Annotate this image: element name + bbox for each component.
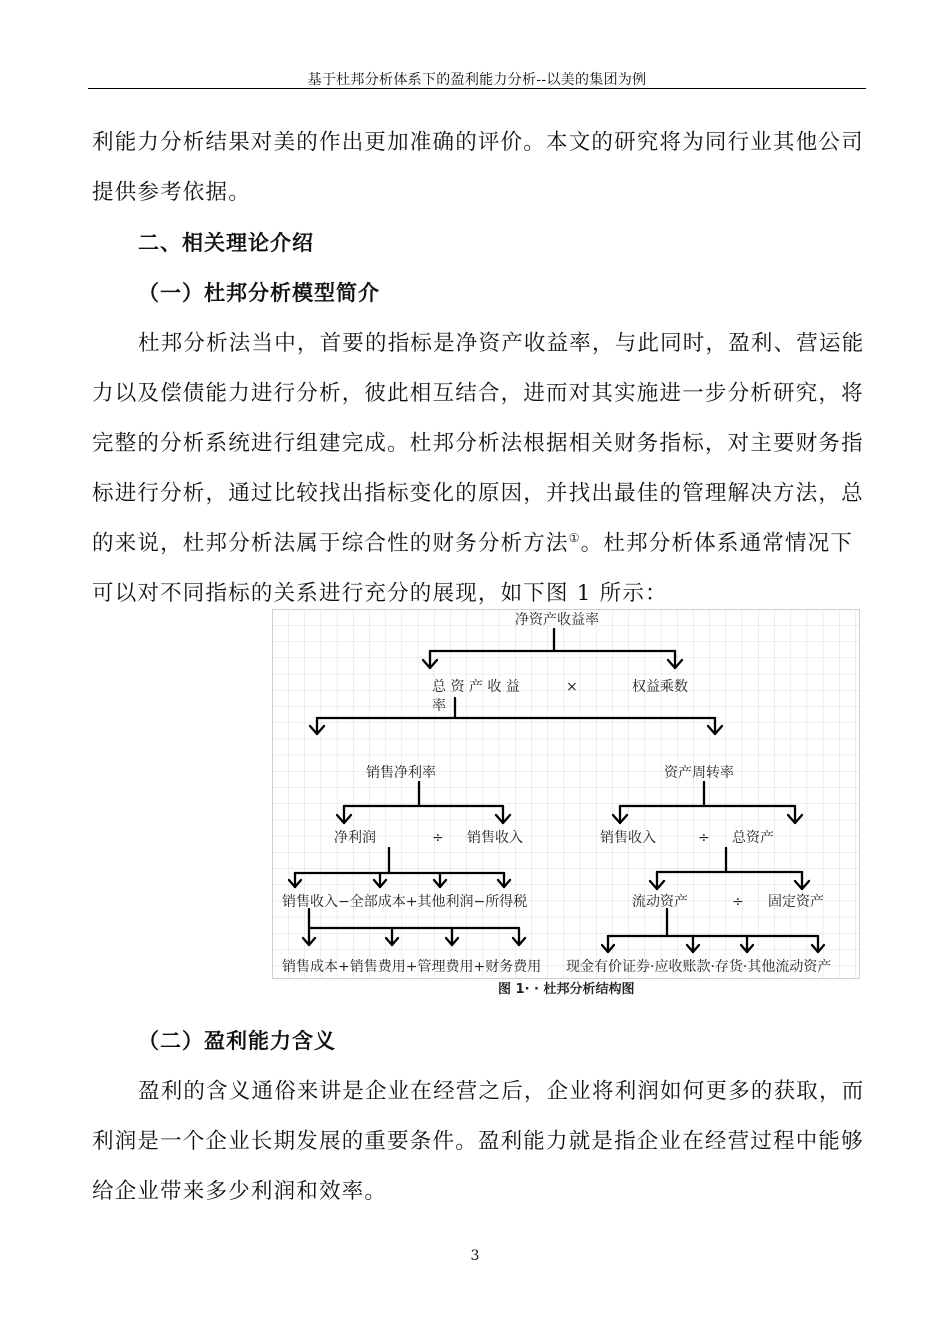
section-heading: 二、相关理论介绍 xyxy=(138,231,314,255)
times-symbol: × xyxy=(566,679,578,695)
divide-symbol: ÷ xyxy=(732,894,744,910)
paragraph-line: 给企业带来多少利润和效率。 xyxy=(92,1179,388,1204)
grid-background xyxy=(272,609,860,979)
node-sales-revenue: 销售收入 xyxy=(600,830,656,846)
paragraph-line: 标进行分析，通过比较找出指标变化的原因，并找出最佳的管理解决方法，总 xyxy=(92,481,864,506)
subsection-heading: （二）盈利能力含义 xyxy=(138,1029,336,1053)
node-sales-revenue: 销售收入 xyxy=(467,830,523,846)
node-profit-formula: 销售收入−全部成本+其他利润−所得税 xyxy=(282,894,528,910)
divide-symbol: ÷ xyxy=(432,830,444,846)
node-equity-multiplier: 权益乘数 xyxy=(632,679,688,695)
node-roa: 率 xyxy=(432,698,446,714)
node-current-assets-items: 现金有价证券·应收账款·存货·其他流动资产 xyxy=(566,959,832,975)
footnote-marker[interactable]: ① xyxy=(568,530,581,545)
divide-symbol: ÷ xyxy=(698,830,710,846)
dupont-figure xyxy=(272,609,860,1001)
header-rule xyxy=(88,88,866,89)
paragraph-line: 可以对不同指标的关系进行充分的展现，如下图 1 所示： xyxy=(92,581,668,606)
paragraph-line: 利能力分析结果对美的作出更加准确的评价。本文的研究将为同行业其他公司 xyxy=(92,130,864,155)
node-roe: 净资产收益率 xyxy=(515,612,599,628)
paragraph-line xyxy=(92,526,860,557)
paragraph-line: 盈利的含义通俗来讲是企业在经营之后，企业将利润如何更多的获取，而 xyxy=(138,1079,865,1104)
paragraph-line: 力以及偿债能力进行分析，彼此相互结合，进而对其实施进一步分析研究，将 xyxy=(92,381,864,406)
node-current-assets: 流动资产 xyxy=(632,894,688,910)
node-net-margin: 销售净利率 xyxy=(366,765,436,781)
node-fixed-assets: 固定资产 xyxy=(768,894,824,910)
paragraph-text: 。杜邦分析体系通常情况下 xyxy=(580,531,854,556)
subsection-heading: （一）杜邦分析模型简介 xyxy=(138,281,380,305)
node-net-profit: 净利润 xyxy=(334,830,376,846)
paragraph-line: 杜邦分析法当中，首要的指标是净资产收益率，与此同时，盈利、营运能 xyxy=(138,331,865,356)
page-number: 3 xyxy=(470,1248,480,1264)
node-asset-turnover: 资产周转率 xyxy=(664,765,734,781)
paragraph-text: 的来说，杜邦分析法属于综合性的财务分析方法 xyxy=(92,531,569,556)
paragraph-line: 完整的分析系统进行组建完成。杜邦分析法根据相关财务指标，对主要财务指 xyxy=(92,431,864,456)
node-total-assets: 总资产 xyxy=(732,830,774,846)
paragraph-line: 提供参考依据。 xyxy=(92,180,251,205)
node-roa: 总 资 产 收 益 xyxy=(432,679,520,695)
node-cost-formula: 销售成本+销售费用+管理费用+财务费用 xyxy=(282,959,542,975)
paragraph-line: 利润是一个企业长期发展的重要条件。盈利能力就是指企业在经营过程中能够 xyxy=(92,1129,864,1154)
running-header: 基于杜邦分析体系下的盈利能力分析--以美的集团为例 xyxy=(307,72,647,88)
figure-caption: 图 1· · 杜邦分析结构图 xyxy=(498,982,635,997)
